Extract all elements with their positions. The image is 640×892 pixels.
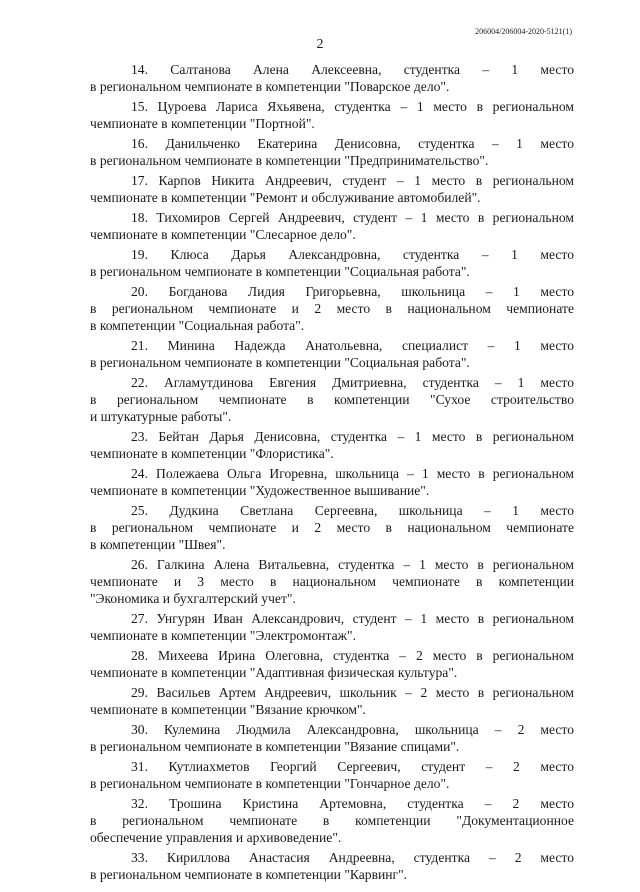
list-item (90, 502, 574, 553)
list-item (90, 758, 574, 792)
list-item-line: 17. Карпов Никита Андреевич, студент – 1 место в региональном (131, 173, 574, 188)
list-item-line: чемпионате в компетенции "Электромонтаж". (90, 628, 356, 643)
list-item-line: в региональном чемпионате и 2 место в национальном чемпионате (90, 301, 574, 316)
award-list (90, 61, 574, 886)
list-item-line: в региональном чемпионате в компетенции "Гончарное дело". (90, 776, 450, 791)
list-item-line: 27. Унгурян Иван Александрович, студент – 1 место в региональном (131, 611, 574, 626)
list-item (90, 172, 574, 206)
list-item-line: 19. Клюса Дарья Александровна, студентка – 1 место (131, 247, 574, 262)
list-item-line: 16. Данильченко Екатерина Денисовна, студентка – 1 место (131, 136, 574, 151)
list-item-line: в региональном чемпионате в компетенции "Поварское дело". (90, 79, 450, 94)
list-item-line: чемпионате в компетенции "Вязание крючком". (90, 702, 366, 717)
list-item (90, 647, 574, 681)
list-item-line: 33. Кириллова Анастасия Андреевна, студентка – 2 место (131, 850, 574, 865)
list-item-line: в региональном чемпионате в компетенции "Социальная работа". (90, 264, 470, 279)
list-item-line: чемпионате и 3 место в национальном чемпионате в компетенции (90, 574, 574, 589)
list-item-line: 32. Трошина Кристина Артемовна, студентка – 2 место (131, 796, 574, 811)
list-item-line: чемпионате в компетенции "Адаптивная физическая культура". (90, 665, 458, 680)
document-id: 206004/206004-2020-5121(1) (475, 27, 572, 36)
list-item-line: в региональном чемпионате в компетенции "Документационное (90, 813, 574, 828)
list-item-line: в региональном чемпионате в компетенции "Вязание спицами". (90, 739, 460, 754)
list-item-line: в региональном чемпионате в компетенции "Предпринимательство". (90, 153, 489, 168)
list-item-line: 23. Бейтан Дарья Денисовна, студентка – 1 место в региональном (131, 429, 574, 444)
list-item (90, 209, 574, 243)
list-item-line: в региональном чемпионате в компетенции "Карвинг". (90, 867, 408, 882)
list-item-line: 31. Кутлиахметов Георгий Сергеевич, студент – 2 место (131, 759, 574, 774)
list-item (90, 795, 574, 846)
list-item (90, 61, 574, 95)
list-item (90, 684, 574, 718)
list-item-line: в региональном чемпионате в компетенции "Сухое строительство (90, 392, 574, 407)
list-item-line: 18. Тихомиров Сергей Андреевич, студент – 1 место в региональном (131, 210, 574, 225)
list-item (90, 465, 574, 499)
list-item-line: 22. Агламутдинова Евгения Дмитриевна, студентка – 1 место (131, 375, 574, 390)
list-item-line: 15. Цуроева Лариса Яхьявена, студентка – 1 место в региональном (131, 99, 574, 114)
list-item-line: в региональном чемпионате и 2 место в национальном чемпионате (90, 520, 574, 535)
list-item (90, 610, 574, 644)
list-item (90, 721, 574, 755)
list-item (90, 246, 574, 280)
list-item (90, 337, 574, 371)
list-item (90, 428, 574, 462)
list-item (90, 283, 574, 334)
list-item-line: чемпионате в компетенции "Флористика". (90, 446, 334, 461)
list-item-line: чемпионате в компетенции "Художественное вышивание". (90, 483, 430, 498)
list-item-line: 24. Полежаева Ольга Игоревна, школьница – 1 место в региональном (131, 466, 574, 481)
list-item-line: 30. Кулемина Людмила Александровна, школьница – 2 место (131, 722, 574, 737)
list-item-line: и штукатурные работы". (90, 409, 232, 424)
page-number: 2 (316, 37, 324, 52)
list-item (90, 556, 574, 607)
list-item-line: 14. Салтанова Алена Алексеевна, студентка – 1 место (131, 62, 574, 77)
list-item-line: в компетенции "Швея". (90, 537, 226, 552)
list-item-line: 21. Минина Надежда Анатольевна, специалист – 1 место (131, 338, 574, 353)
list-item-line: 28. Михеева Ирина Олеговна, студентка – 2 место в региональном (131, 648, 574, 663)
list-item-line: в региональном чемпионате в компетенции "Социальная работа". (90, 355, 470, 370)
list-item-line: 29. Васильев Артем Андреевич, школьник – 2 место в региональном (131, 685, 574, 700)
list-item-line: 26. Галкина Алена Витальевна, студентка – 1 место в региональном (131, 557, 574, 572)
list-item-line: "Экономика и бухгалтерский учет". (90, 591, 296, 606)
list-item-line: чемпионате в компетенции "Ремонт и обслуживание автомобилей". (90, 190, 481, 205)
list-item (90, 849, 574, 883)
list-item-line: чемпионате в компетенции "Слесарное дело". (90, 227, 356, 242)
list-item-line: обеспечение управления и архивоведение". (90, 830, 342, 845)
list-item (90, 98, 574, 132)
list-item (90, 374, 574, 425)
list-item (90, 135, 574, 169)
list-item-line: в компетенции "Социальная работа". (90, 318, 305, 333)
list-item-line: чемпионате в компетенции "Портной". (90, 116, 315, 131)
list-item-line: 20. Богданова Лидия Григорьевна, школьница – 1 место (131, 284, 574, 299)
list-item-line: 25. Дудкина Светлана Сергеевна, школьница – 1 место (131, 503, 574, 518)
